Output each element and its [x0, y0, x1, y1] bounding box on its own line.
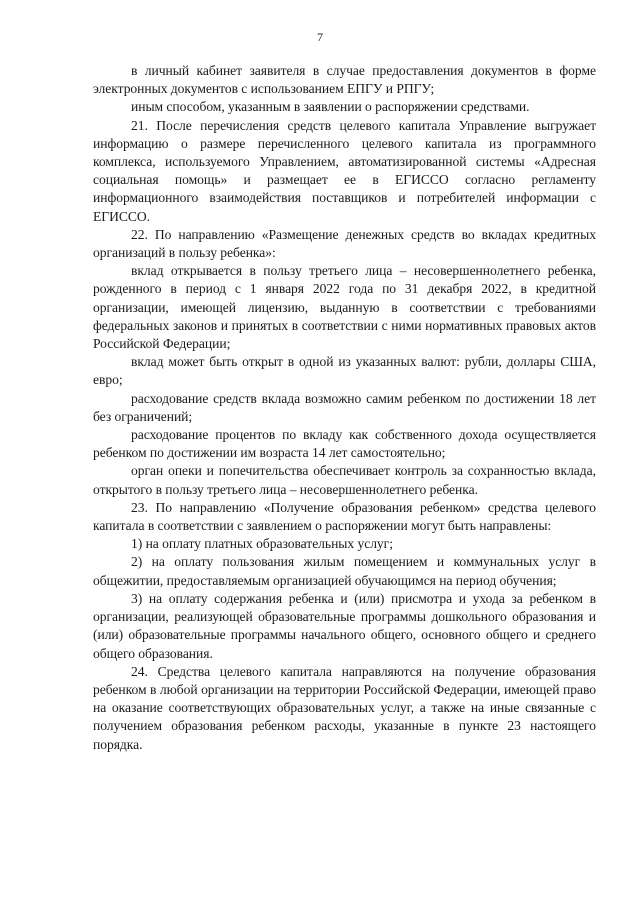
paragraph-23-item-1: 1) на оплату платных образовательных услуг;	[131, 536, 393, 552]
paragraph-cabinet: в личный кабинет заявителя в случае предоставления документов в форме электронных документов с использованием ЕПГУ и РПГУ;	[93, 63, 596, 97]
paragraph-interest-spending: расходование процентов по вкладу как собственного дохода осуществляется ребенком по достижении им возраста 14 лет самостоятельно;	[93, 427, 596, 461]
paragraph-23: 23. По направлению «Получение образования ребенком» средства целевого капитала в соответствии с заявлением о распоряжении могут быть направлены:	[93, 499, 596, 534]
paragraph-deposit-spending: расходование средств вклада возможно самим ребенком по достижении 18 лет без ограничений;	[93, 390, 596, 424]
page-number: 7	[317, 30, 323, 44]
paragraph-other-method: иным способом, указанным в заявлении о распоряжении средствами.	[131, 99, 530, 115]
paragraph-22: 22. По направлению «Размещение денежных средств во вкладах кредитных организаций в пользу ребенка»:	[93, 226, 596, 261]
paragraph-21: 21. После перечисления средств целевого капитала Управление выгружает информацию о размере перечисленного целевого капитала из программного комплекса, используемого Управлением, автоматизированной системы «Адресная социальная помощь» и размещает ее в ЕГИССО согласно регламенту информационного взаимодействия поставщиков и потребителей информации с ЕГИССО.	[93, 117, 596, 224]
paragraph-guardianship: орган опеки и попечительства обеспечивает контроль за сохранностью вклада, открытого в пользу третьего лица – несовершеннолетнего ребенка.	[93, 463, 596, 497]
paragraph-deposit-currency: вклад может быть открыт в одной из указанных валют: рубли, доллары США, евро;	[93, 354, 596, 388]
paragraph-23-item-2: 2) на оплату пользования жилым помещением и коммунальных услуг в общежитии, предоставляемым организацией обучающимся на период обучения;	[93, 554, 596, 588]
paragraph-deposit-opening: вклад открывается в пользу третьего лица – несовершеннолетнего ребенка, рожденного в период с 1 января 2022 года по 31 декабря 2022, в кредитной организации, имеющей лицензию, выданную в соответствии с требованиями федеральных законов и принятых в соответствии с ними нормативных правовых актов Российской Федерации;	[93, 263, 596, 352]
paragraph-23-item-3: 3) на оплату содержания ребенка и (или) присмотра и ухода за ребенком в организации, реализующей образовательные программы дошкольного образования и (или) образовательные программы начального общего, основного общего и среднего общего образования.	[93, 590, 596, 661]
document-body	[93, 62, 596, 754]
paragraph-24: 24. Средства целевого капитала направляются на получение образования ребенком в любой организации на территории Российской Федерации, имеющей право на оказание соответствующих образовательных услуг, а также на иные связанные с получением образования ребенком расходы, указанные в пункте 23 настоящего порядка.	[93, 663, 596, 752]
